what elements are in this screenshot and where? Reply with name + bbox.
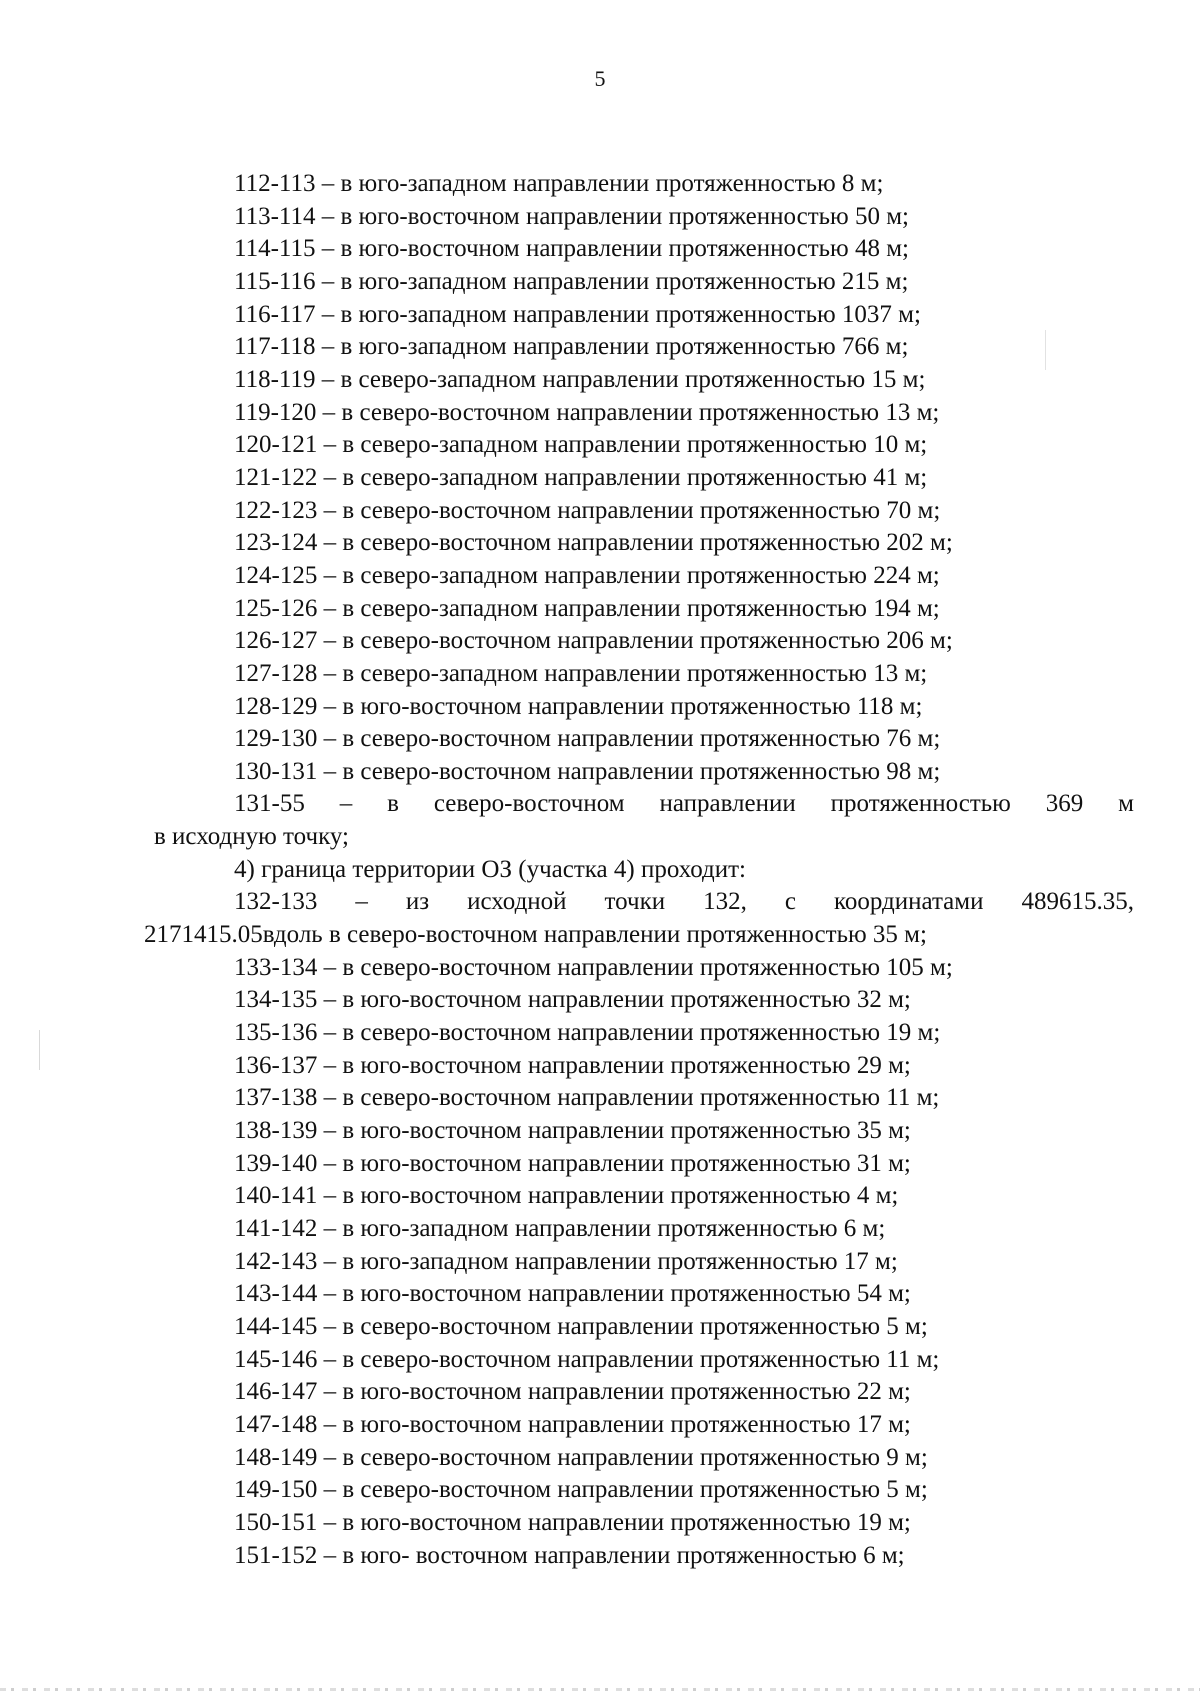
segment-131-55-line: 131-55 – в северо-восточном направлении протяженностью 369 м xyxy=(234,790,1134,818)
segment-list-b xyxy=(154,952,1134,1572)
segment-line: 128-129 – в юго-восточном направлении протяженностью 118 м; xyxy=(234,692,923,720)
segment-132-133-line: 132-133 – из исходной точки 132, с координатами 489615.35, xyxy=(234,888,1134,916)
section-4-heading: 4) граница территории ОЗ (участка 4) проходит: xyxy=(234,855,746,883)
scan-artifact-edge xyxy=(0,1688,1200,1691)
segment-line: 151-152 – в юго- восточном направлении протяженностью 6 м; xyxy=(234,1541,905,1569)
segment-line: 117-118 – в юго-западном направлении протяженностью 766 м; xyxy=(234,333,909,361)
segment-line: 136-137 – в юго-восточном направлении протяженностью 29 м; xyxy=(234,1051,911,1079)
segment-line: 122-123 – в северо-восточном направлении протяженностью 70 м; xyxy=(234,496,941,524)
segment-line: 137-138 – в северо-восточном направлении протяженностью 11 м; xyxy=(234,1084,940,1112)
page-number: 5 xyxy=(594,66,606,91)
boundary-description xyxy=(144,168,1134,1572)
segment-line: 124-125 – в северо-западном направлении протяженностью 224 м; xyxy=(234,561,940,589)
segment-line: 146-147 – в юго-восточном направлении протяженностью 22 м; xyxy=(234,1378,911,1406)
segment-line: 138-139 – в юго-восточном направлении протяженностью 35 м; xyxy=(234,1117,911,1145)
segment-line: 142-143 – в юго-западном направлении протяженностью 17 м; xyxy=(234,1247,898,1275)
segment-line: 141-142 – в юго-западном направлении протяженностью 6 м; xyxy=(234,1215,886,1242)
segment-131-55-continuation: в исходную точку; xyxy=(154,823,349,851)
segment-list-a xyxy=(154,168,1134,788)
segment-line: 113-114 – в юго-восточном направлении протяженностью 50 м; xyxy=(234,202,909,230)
segment-line: 134-135 – в юго-восточном направлении протяженностью 32 м; xyxy=(234,986,911,1014)
segment-line: 120-121 – в северо-западном направлении протяженностью 10 м; xyxy=(234,431,928,459)
segment-line: 150-151 – в юго-восточном направлении протяженностью 19 м; xyxy=(234,1508,911,1536)
segment-line: 147-148 – в юго-восточном направлении протяженностью 17 м; xyxy=(234,1410,911,1438)
segment-line: 143-144 – в юго-восточном направлении протяженностью 54 м; xyxy=(234,1280,911,1308)
segment-line: 119-120 – в северо-восточном направлении протяженностью 13 м; xyxy=(234,398,940,426)
scan-artifact-mark xyxy=(39,1030,40,1070)
segment-line: 114-115 – в юго-восточном направлении протяженностью 48 м; xyxy=(234,235,909,263)
segment-line: 148-149 – в северо-восточном направлении протяженностью 9 м; xyxy=(234,1443,928,1471)
segment-line: 126-127 – в северо-восточном направлении протяженностью 206 м; xyxy=(234,627,953,655)
segment-132-133-continuation: 2171415.05вдоль в северо-восточном направлении протяженностью 35 м; xyxy=(144,921,927,949)
segment-line: 149-150 – в северо-восточном направлении протяженностью 5 м; xyxy=(234,1476,928,1504)
segment-line: 121-122 – в северо-западном направлении протяженностью 41 м; xyxy=(234,463,928,491)
segment-line: 123-124 – в северо-восточном направлении протяженностью 202 м; xyxy=(234,529,953,557)
segment-line: 112-113 – в юго-западном направлении протяженностью 8 м; xyxy=(234,170,884,197)
segment-line: 127-128 – в северо-западном направлении протяженностью 13 м; xyxy=(234,659,928,687)
segment-line: 130-131 – в северо-восточном направлении протяженностью 98 м; xyxy=(234,757,941,785)
segment-line: 145-146 – в северо-восточном направлении протяженностью 11 м; xyxy=(234,1345,940,1373)
segment-line: 125-126 – в северо-западном направлении протяженностью 194 м; xyxy=(234,594,940,622)
segment-line: 133-134 – в северо-восточном направлении протяженностью 105 м; xyxy=(234,953,953,981)
segment-line: 115-116 – в юго-западном направлении протяженностью 215 м; xyxy=(234,267,909,295)
segment-line: 129-130 – в северо-восточном направлении протяженностью 76 м; xyxy=(234,725,941,753)
segment-line: 135-136 – в северо-восточном направлении протяженностью 19 м; xyxy=(234,1019,941,1047)
segment-line: 139-140 – в юго-восточном направлении протяженностью 31 м; xyxy=(234,1149,911,1177)
segment-line: 118-119 – в северо-западном направлении протяженностью 15 м; xyxy=(234,365,926,393)
segment-line: 116-117 – в юго-западном направлении протяженностью 1037 м; xyxy=(234,300,921,328)
segment-line: 144-145 – в северо-восточном направлении протяженностью 5 м; xyxy=(234,1312,928,1340)
scan-artifact-mark xyxy=(1045,330,1046,370)
segment-line: 140-141 – в юго-восточном направлении протяженностью 4 м; xyxy=(234,1182,899,1210)
